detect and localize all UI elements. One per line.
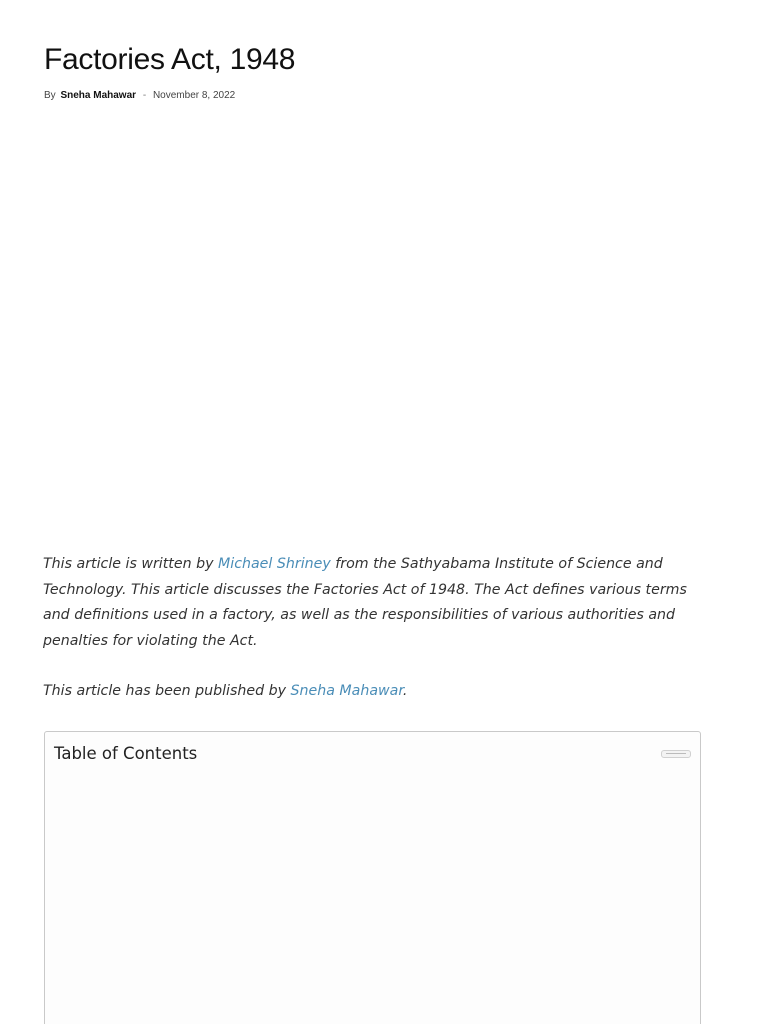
- published-text-end: .: [402, 683, 408, 699]
- table-of-contents: [44, 731, 701, 1024]
- blank-ad-space: [44, 120, 704, 540]
- published-text-start: This article has been published by: [43, 683, 291, 699]
- collapse-toggle-icon[interactable]: [661, 750, 691, 758]
- article-meta: [44, 89, 235, 103]
- publisher-link[interactable]: Sneha Mahawar: [290, 683, 403, 699]
- intro-paragraph: [43, 552, 708, 654]
- byline-label: By: [44, 90, 56, 101]
- writer-link[interactable]: Michael Shriney: [218, 556, 331, 572]
- publish-date: November 8, 2022: [152, 90, 236, 101]
- toggle-line: [666, 753, 686, 754]
- meta-separator: -: [142, 90, 147, 101]
- author-link[interactable]: Sneha Mahawar: [60, 90, 137, 101]
- published-by-paragraph: [43, 679, 708, 705]
- intro-text-start: This article is written by: [43, 556, 219, 572]
- article-title: Factories Act, 1948: [44, 43, 296, 76]
- toc-title: Table of Contents: [54, 744, 198, 763]
- intro-text-end: from the Sathyabama Institute of Science and Technology. This article discusses the Factories Act of 1948. The Act defines various terms and definitions used in a factory, as well as the responsibilities of various authorities and penalties for violating the Act.: [43, 556, 687, 649]
